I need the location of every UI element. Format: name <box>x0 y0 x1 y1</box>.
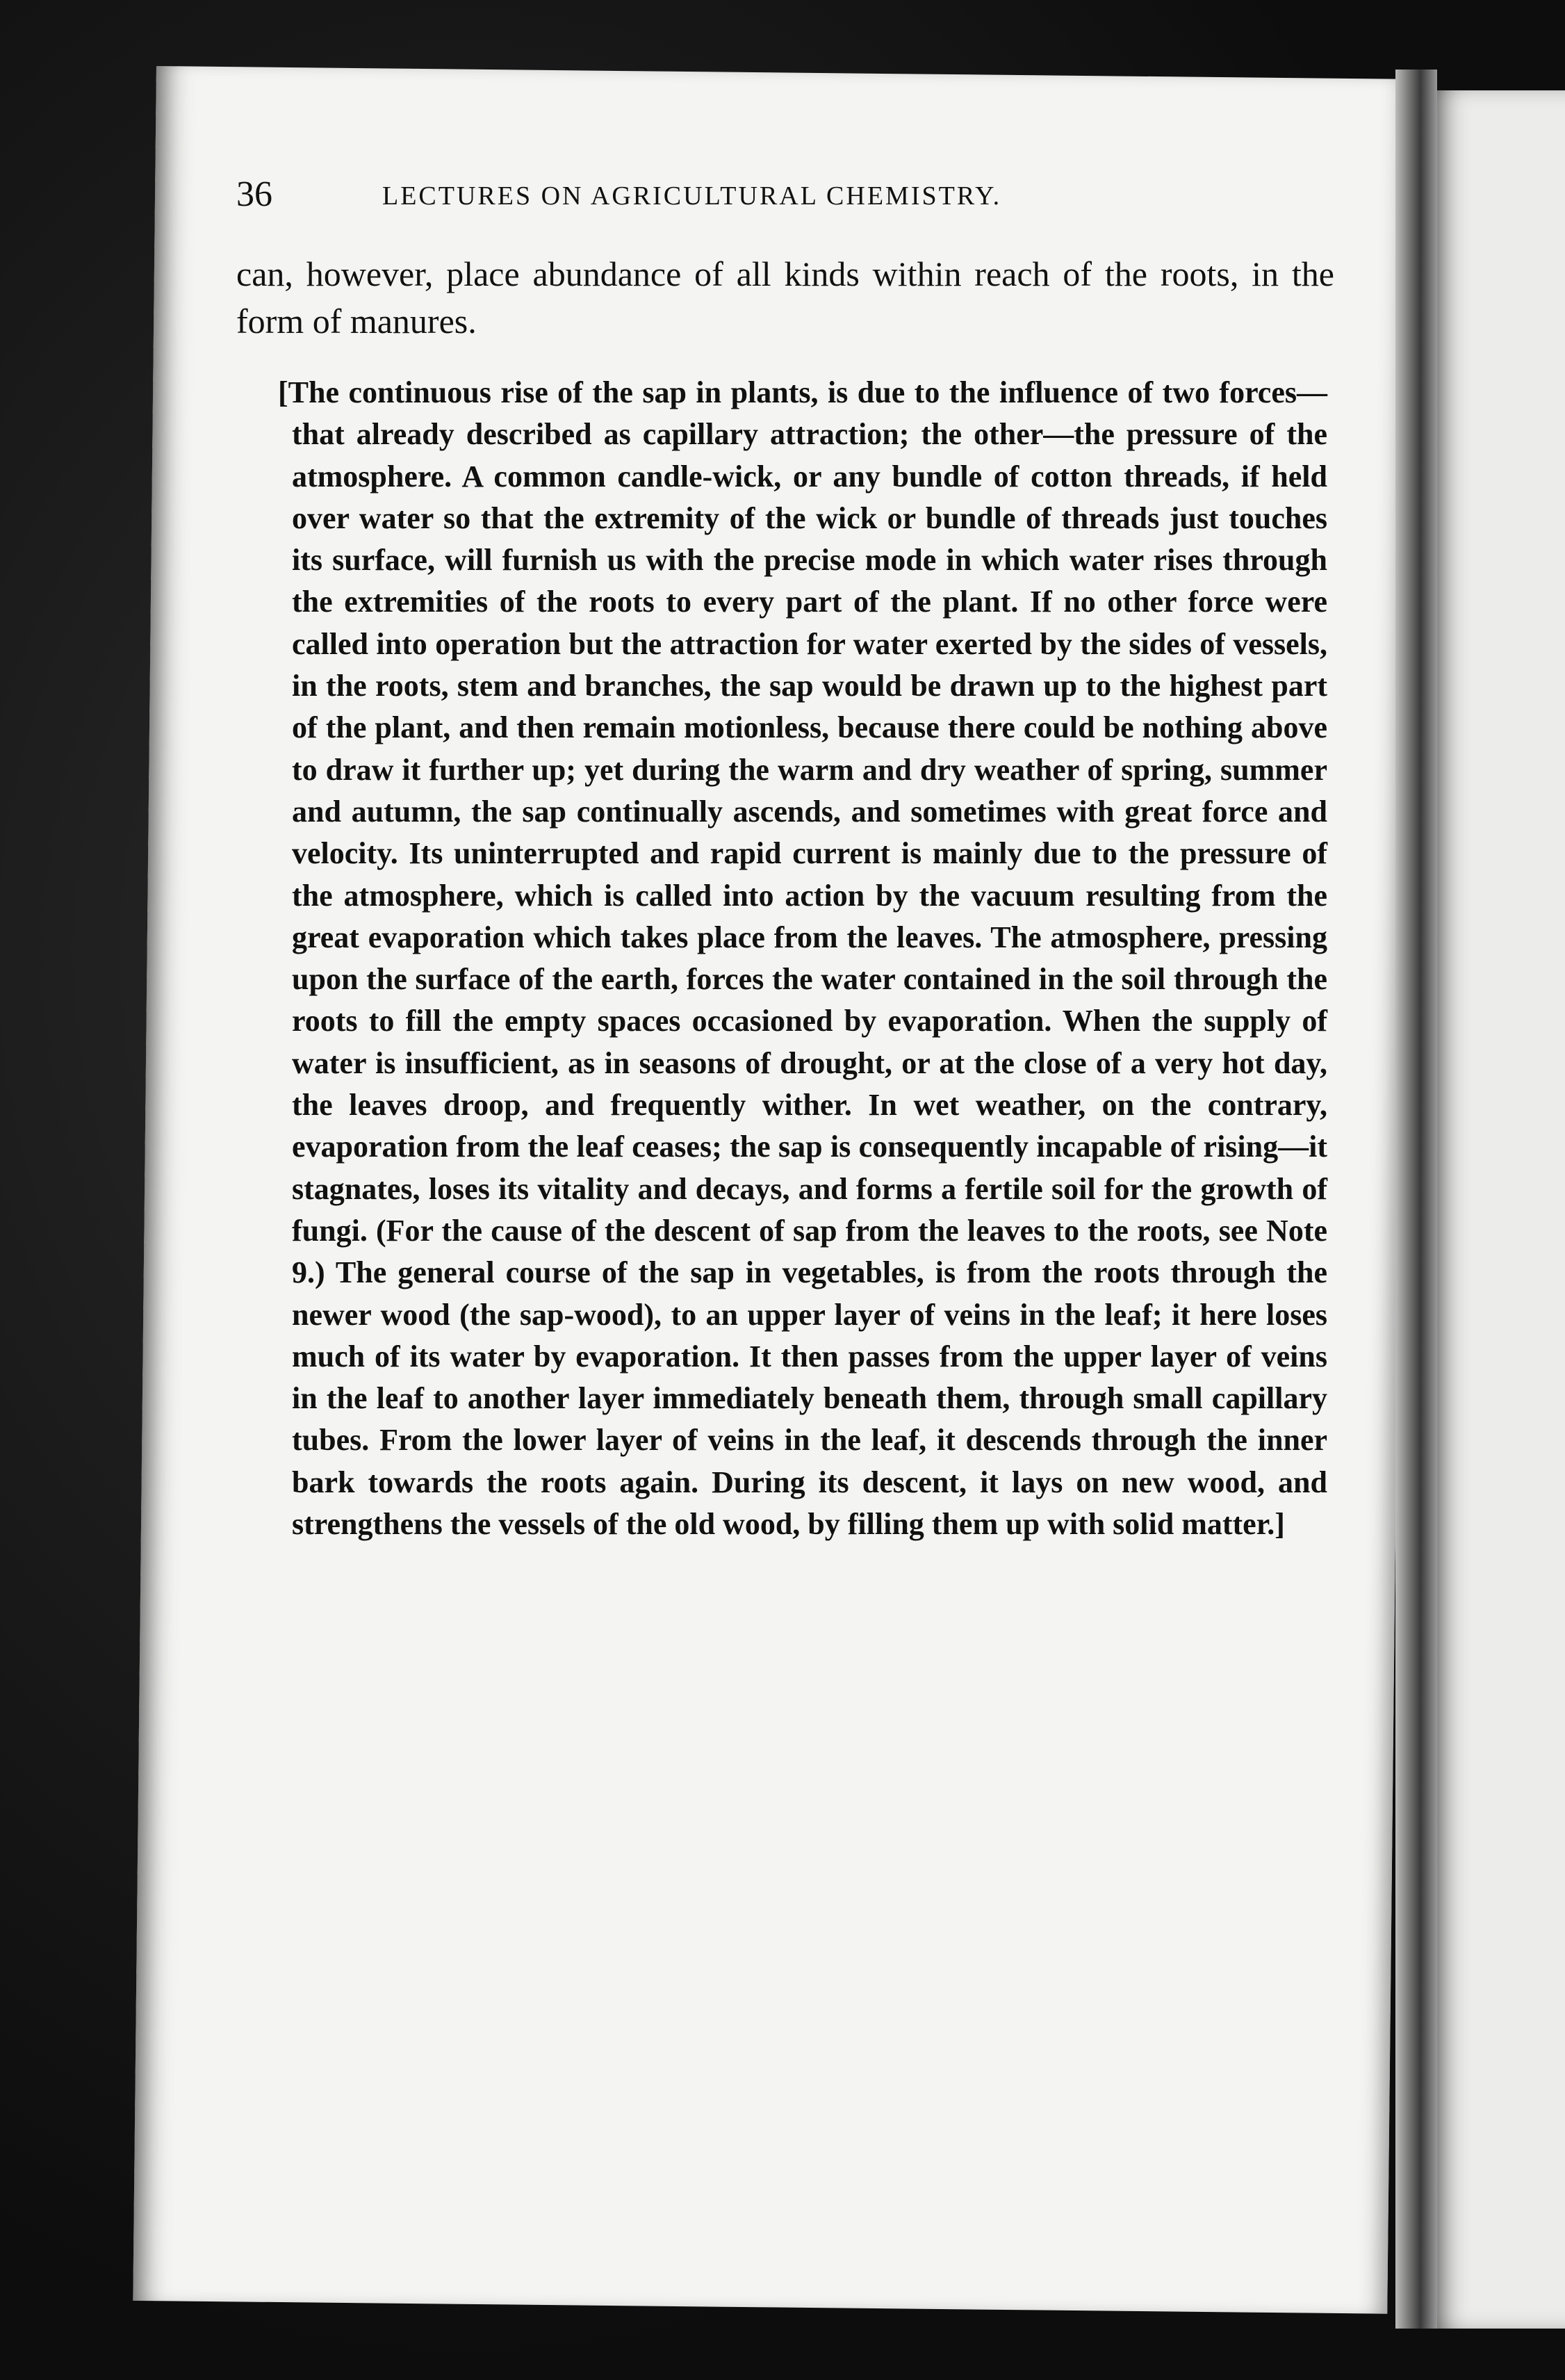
running-title: LECTURES ON AGRICULTURAL CHEMISTRY. <box>382 181 1002 211</box>
note-sap-paragraph: [The continuous rise of the sap in plants, is due to the influence of two forces—that already described as capillary attraction; the other—the pressure of the atmosphere. A common candle-wick, or any bundle of cotton threads, if held over water so that the extremity of the wick or bundle of threads just touches its surface, will furnish us with the precise mode in which water rises through the extremities of the roots to every part of the plant. If no other force were called into operation but the attraction for water exerted by the sides of vessels, in the roots, stem and branches, the sap would be drawn up to the highest part of the plant, and then remain motionless, because there could be nothing above to draw it further up; yet during the warm and dry weather of spring, summer and autumn, the sap continually ascends, and sometimes with great force and velocity. Its uninterrupted and rapid current is mainly due to the pressure of the atmosphere, which is called into action by the vacuum resulting from the great evaporation which takes place from the leaves. The atmosphere, pressing upon the surface of the earth, forces the water contained in the soil through the roots to fill the empty spaces occasioned by evaporation. When the supply of water is insufficient, as in seasons of drought, or at the close of a very hot day, the leaves droop, and frequently wither. In wet weather, on the contrary, evaporation from the leaf ceases; the sap is consequently incapable of rising—it stagnates, loses its vitality and decays, and forms a fertile soil for the growth of fungi. (For the cause of the descent of sap from the leaves to the roots, see Note 9.) The general course of the sap in vegetables, is from the roots through the newer wood (the sap-wood), to an upper layer of veins in the leaf; it here loses much of its water by evaporation. It then passes from the upper layer of veins in the leaf to another layer immediately beneath them, through small capillary tubes. From the lower layer of veins in the leaf, it descends through the inner bark towards the roots again. During its descent, it lays on new wood, and strengthens the vessels of the old wood, by filling them up with solid matter.] <box>278 375 1327 1542</box>
gutter-shadow <box>1395 70 1437 2329</box>
paragraph-manures: can, however, place abundance of all kinds within reach of the roots, in the form of manures. <box>236 254 1334 341</box>
body-text <box>236 250 1334 345</box>
running-head <box>236 174 1209 215</box>
page-number: 36 <box>236 174 272 214</box>
bracketed-note <box>278 372 1327 1545</box>
facing-page <box>1418 90 1565 2329</box>
